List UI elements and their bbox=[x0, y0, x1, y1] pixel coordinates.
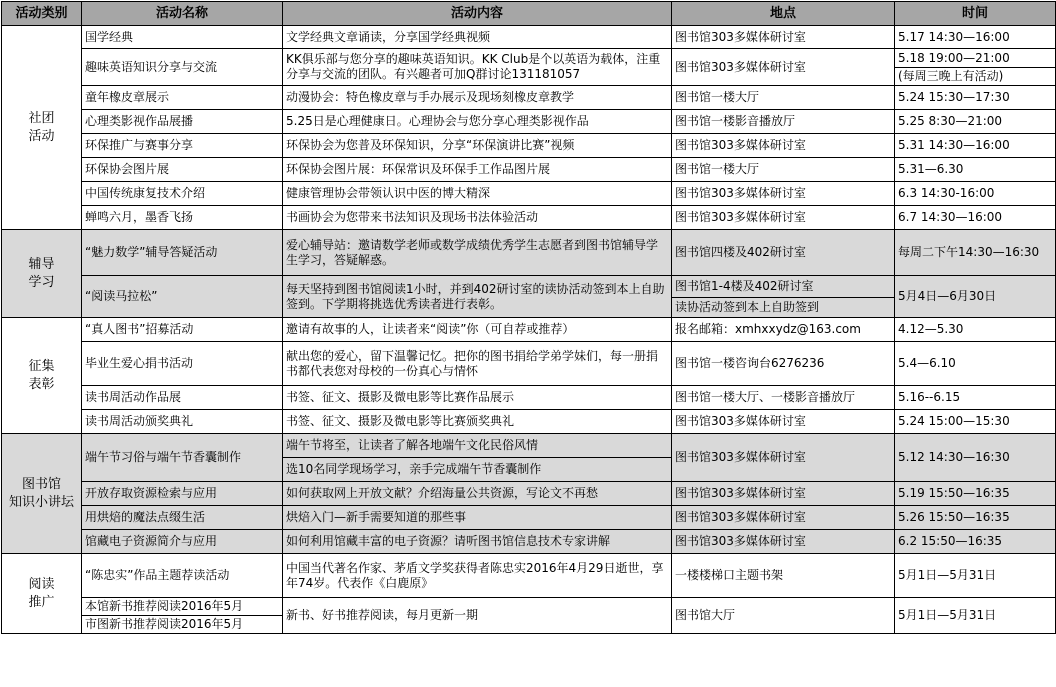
activity-time: 5.4—6.10 bbox=[895, 342, 1056, 386]
activity-content: 端午节将至，让读者了解各地端午文化民俗风情 bbox=[283, 434, 672, 458]
category-club: 社团 活动 bbox=[2, 26, 82, 230]
activity-content: 书签、征文、摄影及微电影等比赛颁奖典礼 bbox=[283, 410, 672, 434]
activity-place: 图书馆一楼大厅、一楼影音播放厅 bbox=[672, 386, 895, 410]
activity-time: 5.18 19:00—21:00 bbox=[895, 49, 1056, 68]
activity-content: 如何获取网上开放文献？介绍海量公共资源，写论文不再愁 bbox=[283, 482, 672, 506]
activity-name: 毕业生爱心捐书活动 bbox=[82, 342, 283, 386]
activity-place: 图书馆303多媒体研讨室 bbox=[672, 49, 895, 86]
activity-place: 图书馆303多媒体研讨室 bbox=[672, 434, 895, 482]
header-category: 活动类别 bbox=[2, 2, 82, 26]
activity-time: 5.24 15:00—15:30 bbox=[895, 410, 1056, 434]
activity-content: 新书、好书推荐阅读，每月更新一期 bbox=[283, 598, 672, 634]
activity-time: 5月1日—5月31日 bbox=[895, 554, 1056, 598]
activity-place: 图书馆一楼大厅 bbox=[672, 86, 895, 110]
activity-content-extra: 选10名同学现场学习，亲手完成端午节香囊制作 bbox=[283, 458, 672, 482]
activity-time: 6.7 14:30—16:00 bbox=[895, 206, 1056, 230]
activity-time: 6.2 15:50—16:35 bbox=[895, 530, 1056, 554]
activity-place: 图书馆303多媒体研讨室 bbox=[672, 530, 895, 554]
table-row bbox=[2, 386, 1056, 410]
table-row bbox=[2, 182, 1056, 206]
activity-content: 健康管理协会带领认识中医的博大精深 bbox=[283, 182, 672, 206]
activity-name: “魅力数学”辅导答疑活动 bbox=[82, 230, 283, 276]
activity-name: 趣味英语知识分享与交流 bbox=[82, 49, 283, 86]
activity-place: 图书馆一楼咨询台6276236 bbox=[672, 342, 895, 386]
activity-content: 环保协会图片展：环保常识及环保手工作品图片展 bbox=[283, 158, 672, 182]
activity-table bbox=[1, 1, 1056, 634]
activity-name: 蝉鸣六月，墨香飞扬 bbox=[82, 206, 283, 230]
activity-place: 图书馆四楼及402研讨室 bbox=[672, 230, 895, 276]
activity-time: 5.16--6.15 bbox=[895, 386, 1056, 410]
activity-time: 5.31—6.30 bbox=[895, 158, 1056, 182]
activity-name: “陈忠实”作品主题荐读活动 bbox=[82, 554, 283, 598]
table-row bbox=[2, 506, 1056, 530]
table-row bbox=[2, 134, 1056, 158]
activity-time-note: (每周三晚上有活动) bbox=[895, 68, 1056, 86]
activity-name: 童年橡皮章展示 bbox=[82, 86, 283, 110]
activity-time: 5月1日—5月31日 bbox=[895, 598, 1056, 634]
activity-content: 书画协会为您带来书法知识及现场书法体验活动 bbox=[283, 206, 672, 230]
activity-place: 图书馆303多媒体研讨室 bbox=[672, 482, 895, 506]
activity-place: 图书馆303多媒体研讨室 bbox=[672, 134, 895, 158]
table-row bbox=[2, 49, 1056, 68]
activity-name: 用烘焙的魔法点缀生活 bbox=[82, 506, 283, 530]
table-row bbox=[2, 482, 1056, 506]
header-time: 时间 bbox=[895, 2, 1056, 26]
activity-place: 图书馆大厅 bbox=[672, 598, 895, 634]
activity-place: 报名邮箱：xmhxxydz@163.com bbox=[672, 318, 895, 342]
table-row bbox=[2, 230, 1056, 276]
activity-time: 每周二下午14:30—16:30 bbox=[895, 230, 1056, 276]
header-place: 地点 bbox=[672, 2, 895, 26]
activity-time: 5.24 15:30—17:30 bbox=[895, 86, 1056, 110]
category-tutoring: 辅导 学习 bbox=[2, 230, 82, 318]
activity-name: 读书周活动颁奖典礼 bbox=[82, 410, 283, 434]
activity-place: 图书馆303多媒体研讨室 bbox=[672, 206, 895, 230]
category-collection: 征集 表彰 bbox=[2, 318, 82, 434]
activity-place: 图书馆303多媒体研讨室 bbox=[672, 182, 895, 206]
table-row bbox=[2, 530, 1056, 554]
table-row bbox=[2, 86, 1056, 110]
activity-time: 5.26 15:50—16:35 bbox=[895, 506, 1056, 530]
activity-place: 图书馆一楼大厅 bbox=[672, 158, 895, 182]
activity-place: 图书馆303多媒体研讨室 bbox=[672, 26, 895, 49]
activity-content: 邀请有故事的人，让读者来“阅读”你（可自荐或推荐） bbox=[283, 318, 672, 342]
activity-time: 5.19 15:50—16:35 bbox=[895, 482, 1056, 506]
activity-name: “阅读马拉松” bbox=[82, 276, 283, 318]
activity-time: 6.3 14:30-16:00 bbox=[895, 182, 1056, 206]
activity-time: 5.12 14:30—16:30 bbox=[895, 434, 1056, 482]
activity-content: 每天坚持到图书馆阅读1小时，并到402研讨室的读协活动签到本上自助签到。下学期将挑选优秀读者进行表彰。 bbox=[283, 276, 672, 318]
table-row bbox=[2, 342, 1056, 386]
activity-name: 环保推广与赛事分享 bbox=[82, 134, 283, 158]
header-row bbox=[2, 2, 1056, 26]
activity-name: 国学经典 bbox=[82, 26, 283, 49]
activity-place: 图书馆1-4楼及402研讨室 bbox=[672, 276, 895, 298]
table-row bbox=[2, 276, 1056, 298]
activity-content: 书签、征文、摄影及微电影等比赛作品展示 bbox=[283, 386, 672, 410]
header-content: 活动内容 bbox=[283, 2, 672, 26]
activity-name: 开放存取资源检索与应用 bbox=[82, 482, 283, 506]
activity-content: 动漫协会：特色橡皮章与手办展示及现场刻橡皮章教学 bbox=[283, 86, 672, 110]
activity-content: 如何利用馆藏丰富的电子资源？请听图书馆信息技术专家讲解 bbox=[283, 530, 672, 554]
activity-content: 文学经典文章诵读，分享国学经典视频 bbox=[283, 26, 672, 49]
table-row bbox=[2, 318, 1056, 342]
activity-place: 图书馆一楼影音播放厅 bbox=[672, 110, 895, 134]
activity-content: KK俱乐部与您分享的趣味英语知识。KK Club是个以英语为载体，注重分享与交流的团队。有兴趣者可加Q群讨论131181057 bbox=[283, 49, 672, 86]
activity-name: 中国传统康复技术介绍 bbox=[82, 182, 283, 206]
category-promotion: 阅读 推广 bbox=[2, 554, 82, 634]
category-lecture: 图书馆 知识小讲坛 bbox=[2, 434, 82, 554]
activity-name: 心理类影视作品展播 bbox=[82, 110, 283, 134]
table-row bbox=[2, 206, 1056, 230]
table-row bbox=[2, 554, 1056, 598]
table-row bbox=[2, 434, 1056, 458]
activity-time: 4.12—5.30 bbox=[895, 318, 1056, 342]
activity-place: 图书馆303多媒体研讨室 bbox=[672, 506, 895, 530]
activity-name: 本馆新书推荐阅读2016年5月 bbox=[82, 598, 283, 616]
activity-time: 5.31 14:30—16:00 bbox=[895, 134, 1056, 158]
activity-name: 馆藏电子资源简介与应用 bbox=[82, 530, 283, 554]
activity-name: 环保协会图片展 bbox=[82, 158, 283, 182]
activity-time: 5.17 14:30—16:00 bbox=[895, 26, 1056, 49]
table-row bbox=[2, 158, 1056, 182]
activity-place: 一楼楼梯口主题书架 bbox=[672, 554, 895, 598]
activity-time: 5月4日—6月30日 bbox=[895, 276, 1056, 318]
table-row bbox=[2, 26, 1056, 49]
activity-name-extra: 市图新书推荐阅读2016年5月 bbox=[82, 616, 283, 634]
activity-time: 5.25 8:30—21:00 bbox=[895, 110, 1056, 134]
activity-name: 端午节习俗与端午节香囊制作 bbox=[82, 434, 283, 482]
activity-content: 献出您的爱心，留下温馨记忆。把你的图书捐给学弟学妹们，每一册捐书都代表您对母校的一份真心与情怀 bbox=[283, 342, 672, 386]
activity-content: 中国当代著名作家、茅盾文学奖获得者陈忠实2016年4月29日逝世，享年74岁。代表作《白鹿原》 bbox=[283, 554, 672, 598]
table-row bbox=[2, 110, 1056, 134]
header-name: 活动名称 bbox=[82, 2, 283, 26]
table-row bbox=[2, 410, 1056, 434]
activity-content: 烘焙入门—新手需要知道的那些事 bbox=[283, 506, 672, 530]
activity-name: 读书周活动作品展 bbox=[82, 386, 283, 410]
table-row bbox=[2, 598, 1056, 616]
activity-place: 图书馆303多媒体研讨室 bbox=[672, 410, 895, 434]
activity-content: 5.25日是心理健康日。心理协会与您分享心理类影视作品 bbox=[283, 110, 672, 134]
activity-content: 环保协会为您普及环保知识，分享“环保演讲比赛”视频 bbox=[283, 134, 672, 158]
activity-content: 爱心辅导站：邀请数学老师或数学成绩优秀学生志愿者到图书馆辅导学生学习，答疑解惑。 bbox=[283, 230, 672, 276]
activity-place-extra: 读协活动签到本上自助签到 bbox=[672, 298, 895, 318]
activity-name: “真人图书”招募活动 bbox=[82, 318, 283, 342]
